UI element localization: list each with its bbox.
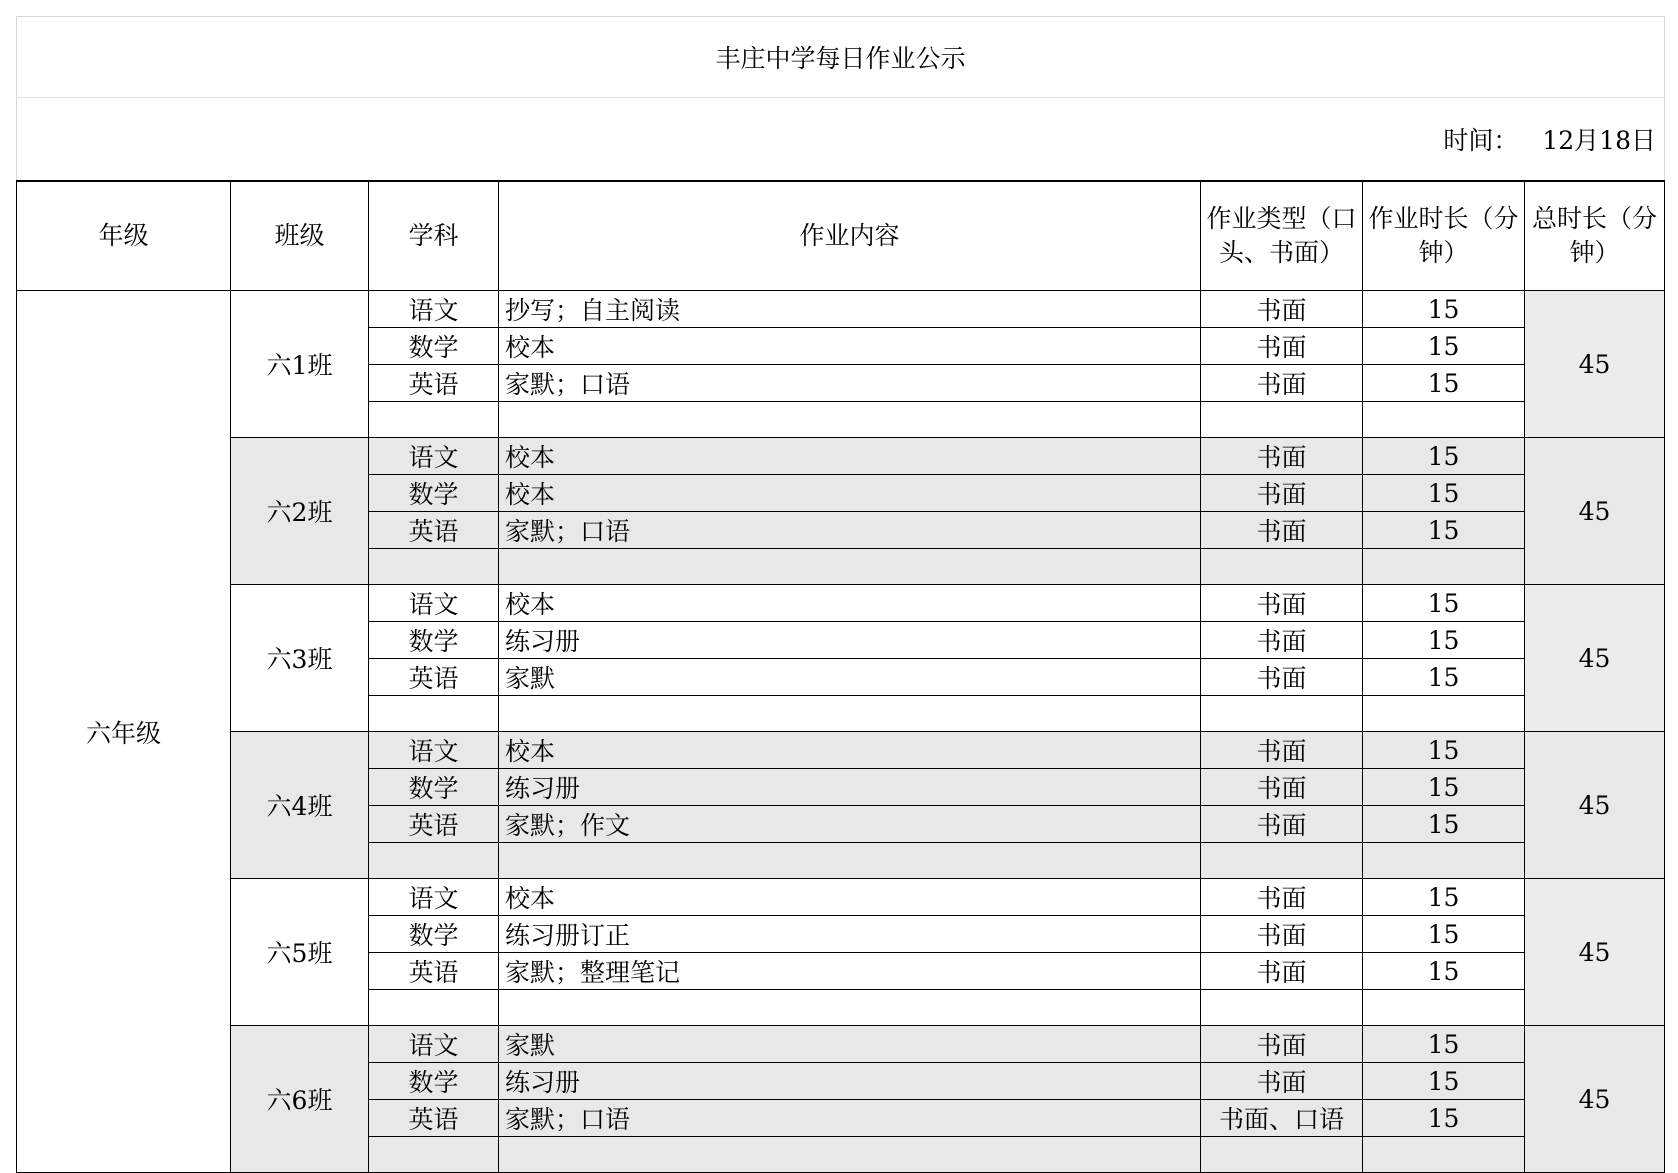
subject-cell	[369, 1137, 499, 1173]
duration-cell: 15	[1363, 769, 1525, 806]
type-cell: 书面	[1201, 622, 1363, 659]
date-cell	[17, 98, 1665, 182]
duration-cell	[1363, 1137, 1525, 1173]
content-cell: 校本	[499, 585, 1201, 622]
duration-cell: 15	[1363, 659, 1525, 696]
subject-cell: 语文	[369, 438, 499, 475]
type-cell	[1201, 696, 1363, 732]
duration-cell: 15	[1363, 1063, 1525, 1100]
subject-cell: 语文	[369, 291, 499, 328]
duration-cell	[1363, 843, 1525, 879]
class-name-cell: 六1班	[231, 291, 369, 438]
date-value: 12月18日	[1542, 126, 1656, 155]
header-duration: 作业时长（分钟）	[1363, 181, 1525, 291]
type-cell	[1201, 843, 1363, 879]
subject-cell: 英语	[369, 512, 499, 549]
grade-cell: 六年级	[17, 291, 231, 1173]
type-cell	[1201, 990, 1363, 1026]
subject-cell: 数学	[369, 1063, 499, 1100]
homework-sheet	[16, 16, 1665, 1173]
content-cell: 家默	[499, 659, 1201, 696]
total-duration-cell: 45	[1525, 438, 1665, 585]
type-cell: 书面	[1201, 328, 1363, 365]
content-cell: 家默；口语	[499, 365, 1201, 402]
table-row	[17, 585, 1665, 622]
type-cell: 书面	[1201, 916, 1363, 953]
page-title: 丰庄中学每日作业公示	[17, 17, 1665, 98]
type-cell: 书面	[1201, 585, 1363, 622]
header-class: 班级	[231, 181, 369, 291]
content-cell: 练习册订正	[499, 916, 1201, 953]
type-cell: 书面、口语	[1201, 1100, 1363, 1137]
type-cell: 书面	[1201, 438, 1363, 475]
content-cell: 家默	[499, 1026, 1201, 1063]
duration-cell: 15	[1363, 291, 1525, 328]
type-cell: 书面	[1201, 732, 1363, 769]
homework-table	[16, 16, 1665, 1173]
duration-cell: 15	[1363, 365, 1525, 402]
type-cell	[1201, 1137, 1363, 1173]
subject-cell: 英语	[369, 806, 499, 843]
subject-cell: 英语	[369, 953, 499, 990]
duration-cell: 15	[1363, 879, 1525, 916]
total-duration-cell: 45	[1525, 1026, 1665, 1173]
class-name-cell: 六4班	[231, 732, 369, 879]
class-name-cell: 六3班	[231, 585, 369, 732]
subject-cell: 语文	[369, 879, 499, 916]
total-duration-cell: 45	[1525, 291, 1665, 438]
duration-cell	[1363, 549, 1525, 585]
content-cell: 校本	[499, 438, 1201, 475]
subject-cell: 语文	[369, 585, 499, 622]
header-content: 作业内容	[499, 181, 1201, 291]
table-row	[17, 732, 1665, 769]
content-cell	[499, 990, 1201, 1026]
content-cell	[499, 696, 1201, 732]
date-label: 时间：	[1443, 126, 1519, 155]
type-cell: 书面	[1201, 291, 1363, 328]
header-type: 作业类型（口头、书面）	[1201, 181, 1363, 291]
subject-cell: 语文	[369, 732, 499, 769]
content-cell: 校本	[499, 879, 1201, 916]
content-cell: 校本	[499, 328, 1201, 365]
type-cell: 书面	[1201, 879, 1363, 916]
duration-cell: 15	[1363, 1100, 1525, 1137]
subject-cell: 英语	[369, 1100, 499, 1137]
type-cell: 书面	[1201, 953, 1363, 990]
table-row	[17, 1026, 1665, 1063]
duration-cell	[1363, 402, 1525, 438]
table-row	[17, 438, 1665, 475]
class-name-cell: 六2班	[231, 438, 369, 585]
content-cell: 练习册	[499, 769, 1201, 806]
total-duration-cell: 45	[1525, 585, 1665, 732]
duration-cell: 15	[1363, 475, 1525, 512]
table-row	[17, 879, 1665, 916]
content-cell: 校本	[499, 475, 1201, 512]
subject-cell: 数学	[369, 769, 499, 806]
type-cell	[1201, 402, 1363, 438]
content-cell: 抄写；自主阅读	[499, 291, 1201, 328]
total-duration-cell: 45	[1525, 879, 1665, 1026]
type-cell: 书面	[1201, 769, 1363, 806]
content-cell: 校本	[499, 732, 1201, 769]
header-total: 总时长（分钟）	[1525, 181, 1665, 291]
duration-cell	[1363, 990, 1525, 1026]
content-cell	[499, 1137, 1201, 1173]
content-cell: 练习册	[499, 1063, 1201, 1100]
table-row	[17, 291, 1665, 328]
subject-cell	[369, 549, 499, 585]
content-cell	[499, 549, 1201, 585]
content-cell: 家默；整理笔记	[499, 953, 1201, 990]
subject-cell	[369, 990, 499, 1026]
subject-cell: 英语	[369, 365, 499, 402]
type-cell: 书面	[1201, 1063, 1363, 1100]
content-cell	[499, 402, 1201, 438]
subject-cell	[369, 696, 499, 732]
duration-cell: 15	[1363, 953, 1525, 990]
subject-cell: 语文	[369, 1026, 499, 1063]
type-cell: 书面	[1201, 512, 1363, 549]
type-cell: 书面	[1201, 1026, 1363, 1063]
type-cell	[1201, 549, 1363, 585]
type-cell: 书面	[1201, 806, 1363, 843]
duration-cell: 15	[1363, 732, 1525, 769]
subject-cell: 数学	[369, 622, 499, 659]
type-cell: 书面	[1201, 659, 1363, 696]
content-cell: 练习册	[499, 622, 1201, 659]
duration-cell: 15	[1363, 1026, 1525, 1063]
duration-cell	[1363, 696, 1525, 732]
subject-cell: 数学	[369, 475, 499, 512]
content-cell: 家默；口语	[499, 512, 1201, 549]
total-duration-cell: 45	[1525, 732, 1665, 879]
header-grade: 年级	[17, 181, 231, 291]
subject-cell	[369, 402, 499, 438]
subject-cell: 数学	[369, 916, 499, 953]
class-name-cell: 六5班	[231, 879, 369, 1026]
duration-cell: 15	[1363, 916, 1525, 953]
subject-cell	[369, 843, 499, 879]
content-cell: 家默；作文	[499, 806, 1201, 843]
class-name-cell: 六6班	[231, 1026, 369, 1173]
type-cell: 书面	[1201, 365, 1363, 402]
content-cell: 家默；口语	[499, 1100, 1201, 1137]
subject-cell: 英语	[369, 659, 499, 696]
duration-cell: 15	[1363, 622, 1525, 659]
content-cell	[499, 843, 1201, 879]
duration-cell: 15	[1363, 328, 1525, 365]
type-cell: 书面	[1201, 475, 1363, 512]
duration-cell: 15	[1363, 512, 1525, 549]
header-subject: 学科	[369, 181, 499, 291]
duration-cell: 15	[1363, 438, 1525, 475]
duration-cell: 15	[1363, 806, 1525, 843]
duration-cell: 15	[1363, 585, 1525, 622]
subject-cell: 数学	[369, 328, 499, 365]
